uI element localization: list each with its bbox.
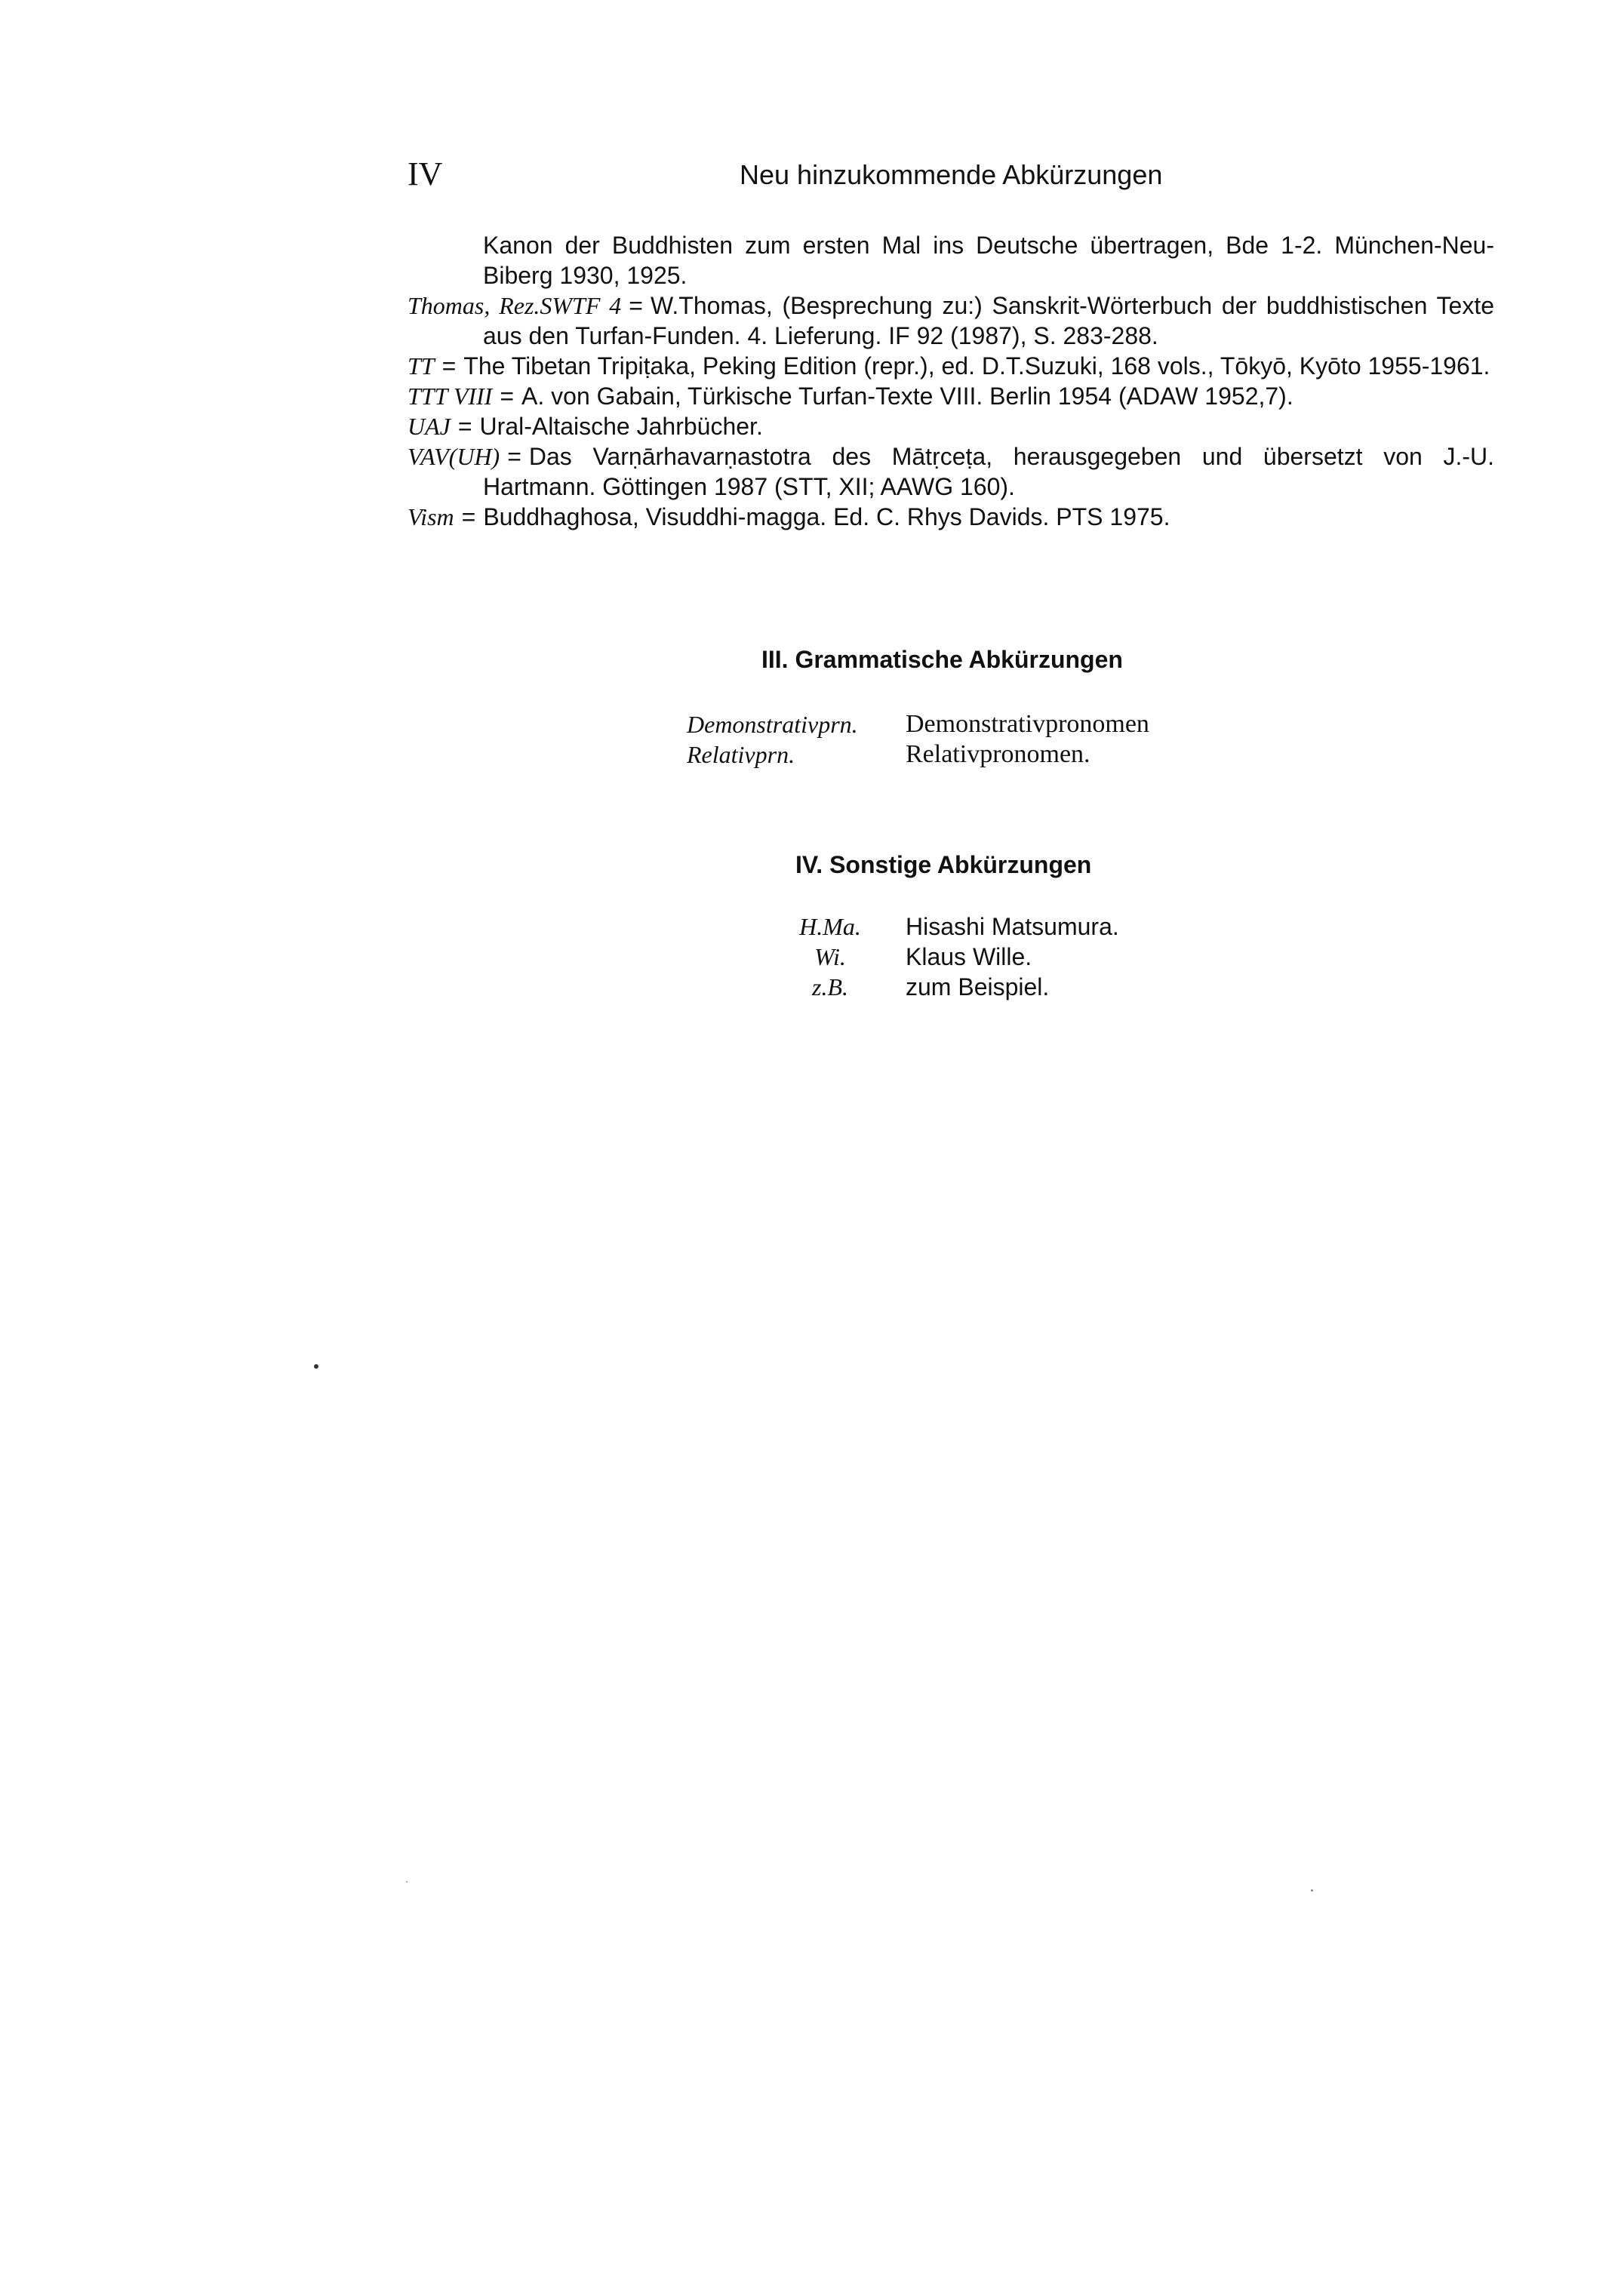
entry <box>408 351 1494 381</box>
list-item <box>687 709 1149 739</box>
abbreviation-meaning: Hisashi Matsumura. <box>906 913 1119 940</box>
entry <box>408 502 1494 532</box>
equals-sign: = <box>441 352 457 380</box>
entry-abbreviation: Vism <box>408 503 454 530</box>
abbreviation-term: Demonstrativprn. <box>687 711 858 738</box>
list-item <box>687 739 1149 770</box>
entry <box>408 381 1494 411</box>
list-item <box>755 942 1119 972</box>
other-section-heading: IV. Sonstige Abkürzungen <box>795 851 1092 878</box>
entry <box>408 441 1494 502</box>
scan-speck <box>1311 1889 1313 1892</box>
abbreviation-meaning: Relativpronomen. <box>906 740 1090 768</box>
page-number: IV <box>408 155 443 192</box>
abbreviation-meaning: Klaus Wille. <box>906 943 1032 970</box>
entry <box>408 411 1494 441</box>
list-item <box>755 911 1119 942</box>
abbreviation-term: Relativprn. <box>687 741 795 768</box>
entry-abbreviation: VAV(UH) <box>408 443 500 470</box>
abbreviation-entries <box>408 230 1494 532</box>
other-abbreviation-list <box>755 911 1119 1002</box>
equals-sign: = <box>457 413 472 440</box>
abbreviation-meaning: Demonstrativpronomen <box>906 710 1149 738</box>
entry-text: The Tibetan Tripiṭaka, Peking Edition (repr.), ed. D.T.Suzuki, 168 vols., Tōkyō, Kyōto 1955-1961. <box>463 352 1490 380</box>
entry-text: Buddhaghosa, Visuddhi-magga. Ed. C. Rhys Davids. PTS 1975. <box>483 503 1170 530</box>
abbreviation-term: Wi. <box>814 943 846 970</box>
entry-abbreviation: UAJ <box>408 413 451 440</box>
equals-sign: = <box>461 503 476 530</box>
scan-speck <box>314 1364 318 1369</box>
entry-abbreviation: Thomas, Rez.SWTF 4 <box>408 292 622 319</box>
running-head: Neu hinzukommende Abkürzungen <box>740 159 1163 190</box>
entry-text: Das Varṇārhavarṇastotra des Mātṛceṭa, herausgegeben und übersetzt von J.-U. Hartmann. Göttingen 1987 (STT, XII; AAWG 160). <box>483 443 1494 500</box>
equals-sign: = <box>507 443 521 470</box>
page-header <box>408 155 1494 200</box>
grammar-section-heading: III. Grammatische Abkürzungen <box>761 646 1123 673</box>
entry-text: Kanon der Buddhisten zum ersten Mal ins Deutsche übertragen, Bde 1-2. München-Neu-Biberg 1930, 1925. <box>483 232 1494 289</box>
entry <box>408 290 1494 351</box>
scan-speck <box>406 1881 408 1883</box>
entry-text: Ural-Altaische Jahrbücher. <box>479 413 763 440</box>
abbreviation-meaning: zum Beispiel. <box>906 973 1050 1000</box>
abbreviation-term: H.Ma. <box>799 913 861 940</box>
entry-text: A. von Gabain, Türkische Turfan-Texte VIII. Berlin 1954 (ADAW 1952,7). <box>521 383 1293 410</box>
list-item <box>755 972 1119 1002</box>
equals-sign: = <box>629 292 643 319</box>
entry-continuation <box>408 230 1494 290</box>
grammar-abbreviation-list <box>687 709 1149 770</box>
abbreviation-term: z.B. <box>812 973 848 1000</box>
entry-text: W.Thomas, (Besprechung zu:) Sanskrit-Wörterbuch der buddhistischen Texte aus den Turfan-Funden. 4. Lieferung. IF 92 (1987), S. 283-288. <box>483 292 1495 349</box>
entry-abbreviation: TTT VIII <box>408 383 493 410</box>
equals-sign: = <box>500 383 515 410</box>
entry-abbreviation: TT <box>408 352 435 380</box>
